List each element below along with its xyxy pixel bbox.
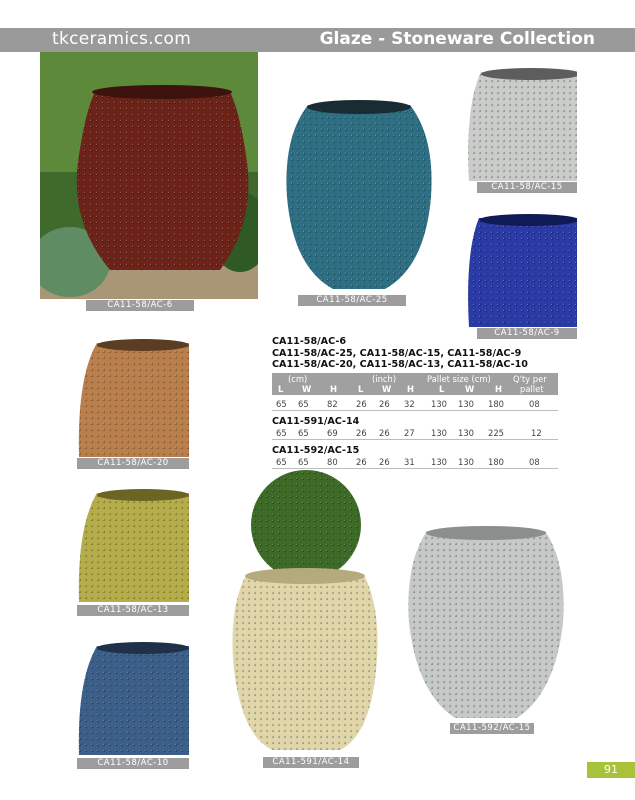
col-w: W	[382, 383, 392, 394]
header-inch: (inch)	[372, 373, 397, 384]
spec-table	[272, 336, 558, 470]
col-w: W	[465, 383, 475, 394]
spec-code-line: CA11-58/AC-20, CA11-58/AC-13, CA11-58/AC-10	[272, 359, 528, 370]
header-pallet: Pallet size (cm)	[427, 373, 491, 384]
cell: 65	[298, 427, 309, 438]
pot-photo-ac9	[465, 212, 577, 327]
cell: 26	[356, 398, 367, 409]
pot-photo-ac6	[40, 52, 258, 299]
cell: 130	[431, 398, 447, 409]
col-w: W	[302, 383, 312, 394]
cell: 65	[276, 427, 287, 438]
cell: 27	[404, 427, 415, 438]
spec-code-line: CA11-58/AC-6	[272, 336, 346, 347]
table-header	[272, 373, 558, 395]
pot-photo-ac10	[77, 640, 189, 755]
cell: 26	[379, 427, 390, 438]
col-h: H	[495, 383, 503, 394]
cell: 69	[327, 427, 338, 438]
cell: 26	[356, 427, 367, 438]
cell: 130	[458, 398, 474, 409]
cell: 65	[276, 398, 287, 409]
spec-codes	[272, 336, 558, 371]
header-qty: Q'ty per	[513, 373, 547, 384]
cell: 08	[529, 398, 540, 409]
label-592-ac15: CA11-592/AC-15	[450, 723, 534, 734]
table-row	[272, 398, 558, 411]
label-ac10: CA11-58/AC-10	[77, 758, 189, 769]
spec-subtitle: CA11-592/AC-15	[272, 444, 360, 456]
cell: 130	[458, 456, 474, 467]
pot-photo-ac14	[228, 470, 380, 755]
cell: 65	[276, 456, 287, 467]
cell: 26	[379, 456, 390, 467]
label-ac6: CA11-58/AC-6	[86, 300, 194, 311]
cell: 225	[488, 427, 504, 438]
cell: 65	[298, 456, 309, 467]
pot-photo-ac20	[77, 337, 189, 457]
pot-photo-ac25	[283, 97, 435, 297]
cell: 08	[529, 456, 540, 467]
pot-photo-ac15	[465, 66, 577, 181]
cell: 130	[431, 427, 447, 438]
pot-photo-592-ac15	[405, 523, 567, 720]
label-ac13: CA11-58/AC-13	[77, 605, 189, 616]
cell: 80	[327, 456, 338, 467]
col-l: L	[358, 383, 364, 394]
col-pallet: pallet	[520, 383, 544, 394]
cell: 130	[458, 427, 474, 438]
col-l: L	[278, 383, 284, 394]
cell: 180	[488, 398, 504, 409]
label-ac9: CA11-58/AC-9	[477, 328, 577, 339]
header-cm: (cm)	[288, 373, 308, 384]
label-ac20: CA11-58/AC-20	[77, 458, 189, 469]
cell: 32	[404, 398, 415, 409]
label-ac15: CA11-58/AC-15	[477, 182, 577, 193]
page-header	[0, 28, 635, 52]
site-name: tkceramics.com	[52, 29, 192, 49]
collection-title: Glaze - Stoneware Collection	[319, 29, 595, 49]
cell: 12	[531, 427, 542, 438]
cell: 82	[327, 398, 338, 409]
cell: 65	[298, 398, 309, 409]
label-ac25: CA11-58/AC-25	[298, 295, 406, 306]
table-row	[272, 427, 558, 440]
label-ac14: CA11-591/AC-14	[263, 757, 359, 768]
spec-subtitle: CA11-591/AC-14	[272, 415, 360, 427]
cell: 180	[488, 456, 504, 467]
spec-code-line: CA11-58/AC-25, CA11-58/AC-15, CA11-58/AC-9	[272, 347, 522, 359]
col-h: H	[407, 383, 415, 394]
cell: 31	[404, 456, 415, 467]
cell: 26	[356, 456, 367, 467]
pot-photo-ac13	[77, 487, 189, 602]
col-h: H	[330, 383, 338, 394]
col-l: L	[439, 383, 445, 394]
cell: 130	[431, 456, 447, 467]
table-row	[272, 456, 558, 469]
page-number: 91	[587, 762, 635, 778]
cell: 26	[379, 398, 390, 409]
